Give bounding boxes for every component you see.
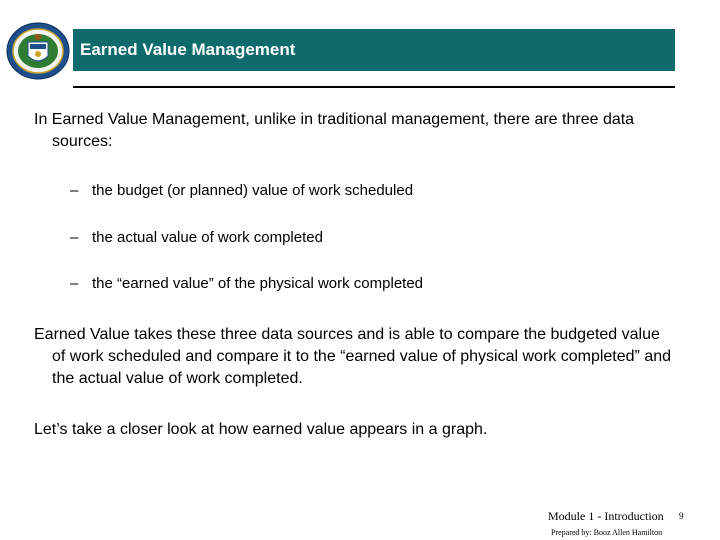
title-bar <box>73 29 675 71</box>
bullet-marker: – <box>70 182 79 199</box>
paragraph-comparison: Earned Value takes these three data sources and is able to compare the budgeted value of work scheduled and compare it to the “earned value of physical work completed” and the actual value of work completed. <box>34 326 672 387</box>
doe-seal-icon <box>6 22 70 80</box>
page-title: Earned Value Management <box>80 40 296 59</box>
page-number: 9 <box>679 511 684 521</box>
list-item <box>70 274 423 294</box>
intro-paragraph: In Earned Value Management, unlike in traditional management, there are three data sources: <box>34 111 635 150</box>
bullet-marker: – <box>70 275 79 292</box>
footer-prepared-by: Prepared by: Booz Allen Hamilton <box>551 528 663 537</box>
bullet-text: the “earned value” of the physical work completed <box>92 275 424 292</box>
bullet-text: the budget (or planned) value of work scheduled <box>92 182 414 199</box>
title-divider <box>73 86 675 88</box>
list-item <box>70 181 413 201</box>
footer-module-label: Module 1 - Introduction <box>548 509 664 523</box>
bullet-marker: – <box>70 229 79 246</box>
list-item <box>70 228 323 248</box>
paragraph-closer-look: Let’s take a closer look at how earned value appears in a graph. <box>34 421 488 438</box>
bullet-text: the actual value of work completed <box>92 229 323 246</box>
